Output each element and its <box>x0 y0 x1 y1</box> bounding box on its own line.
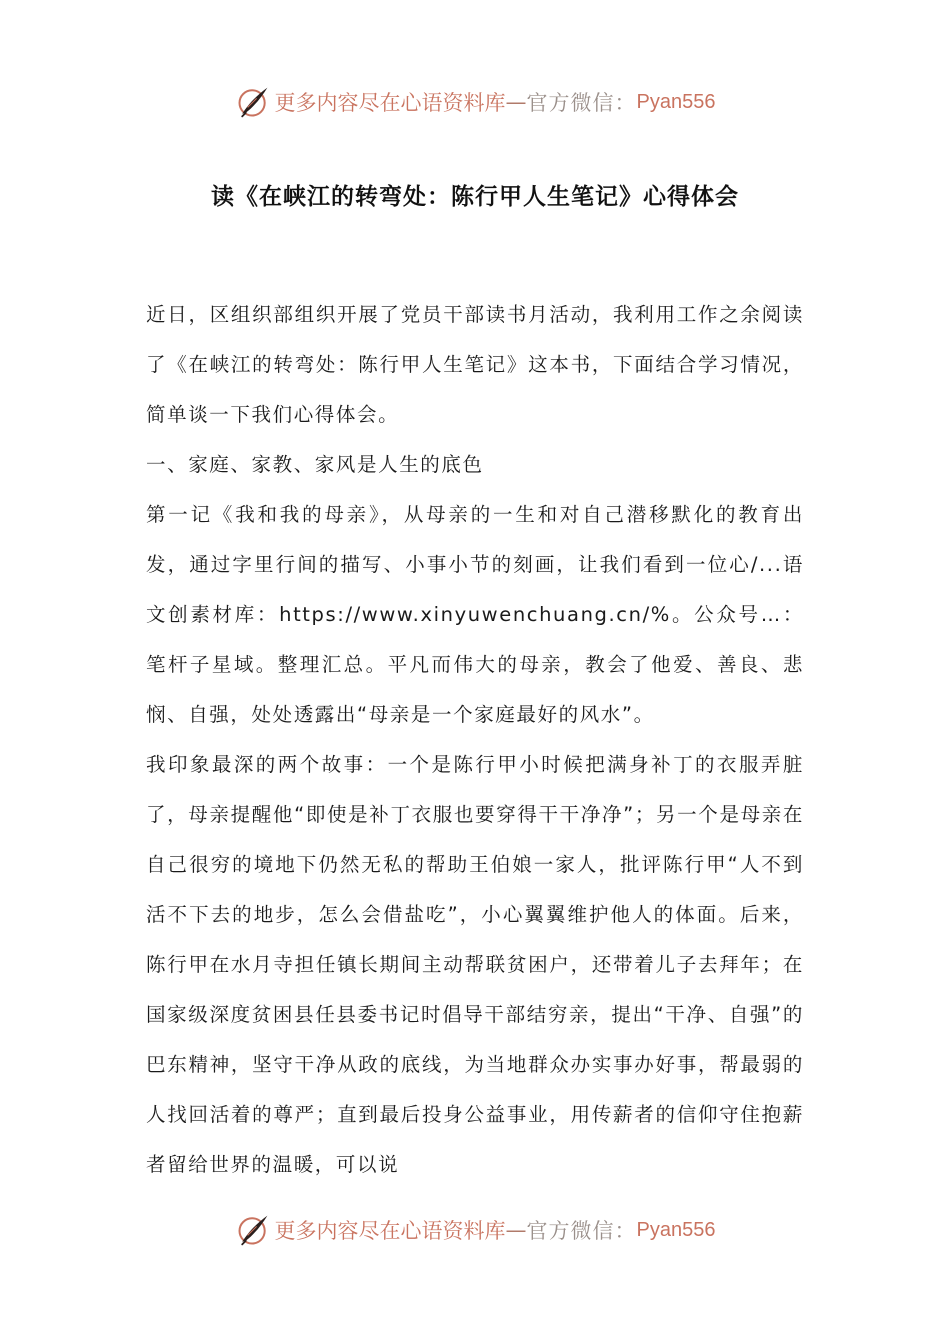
section-heading: 一、家庭、家教、家风是人生的底色 <box>146 453 484 476</box>
header-watermark-subtext: 官方微信： <box>526 91 637 115</box>
document-title: 读《在峡江的转弯处：陈行甲人生笔记》心得体会 <box>211 184 739 210</box>
paragraph-mother-chapter: 第一记《我和我的母亲》，从母亲的一生和对自己潜移默化的教育出发，通过字里行间的描写、小事小节的刻画，让我们看到一位心/...语文创素材库：https://www.xinyuwenchuang.cn/%。公众号…：笔杆子星域。整理汇总。平凡而伟大的母亲，教会了他爱、善良、悲悯、自强，处处透露出“母亲是一个家庭最好的风水”。 <box>146 503 804 726</box>
header-watermark-wechat-id: Pyan556 <box>636 90 716 113</box>
paragraph-stories: 我印象最深的两个故事：一个是陈行甲小时候把满身补丁的衣服弄脏了，母亲提醒他“即使是补丁衣服也要穿得干干净净”；另一个是母亲在自己很穷的境地下仍然无私的帮助王伯娘一家人，批评陈行甲“人不到活不下去的地步，怎么会借盐吃”，小心翼翼维护他人的体面。后来，陈行甲在水月寺担任镇长期间主动帮联贫困户，还带着儿子去拜年；在国家级深度贫困县任县委书记时倡导干部结穷亲，提出“干净、自强”的巴东精神，坚守干净从政的底线，为当地群众办实事办好事，帮最弱的人找回活着的尊严；直到最后投身公益事业，用传薪者的信仰守住抱薪者留给世界的温暖，可以说 <box>146 753 804 1176</box>
footer-watermark-dash: — <box>505 1218 527 1242</box>
footer-watermark-wechat-id: Pyan556 <box>636 1218 716 1241</box>
footer-watermark-banner <box>0 1210 950 1250</box>
header-watermark-banner <box>0 82 950 122</box>
footer-watermark-text: 更多内容尽在心语资料库 <box>274 1219 506 1243</box>
quill-pen-logo-icon <box>235 84 271 120</box>
quill-pen-logo-icon <box>235 1212 271 1248</box>
paragraph-intro: 近日，区组织部组织开展了党员干部读书月活动，我利用工作之余阅读了《在峡江的转弯处：陈行甲人生笔记》这本书，下面结合学习情况，简单谈一下我们心得体会。 <box>146 303 804 426</box>
header-watermark-dash: — <box>505 90 527 114</box>
footer-watermark-subtext: 官方微信： <box>526 1219 637 1243</box>
document-body <box>146 290 804 1190</box>
header-watermark-text: 更多内容尽在心语资料库 <box>274 91 506 115</box>
